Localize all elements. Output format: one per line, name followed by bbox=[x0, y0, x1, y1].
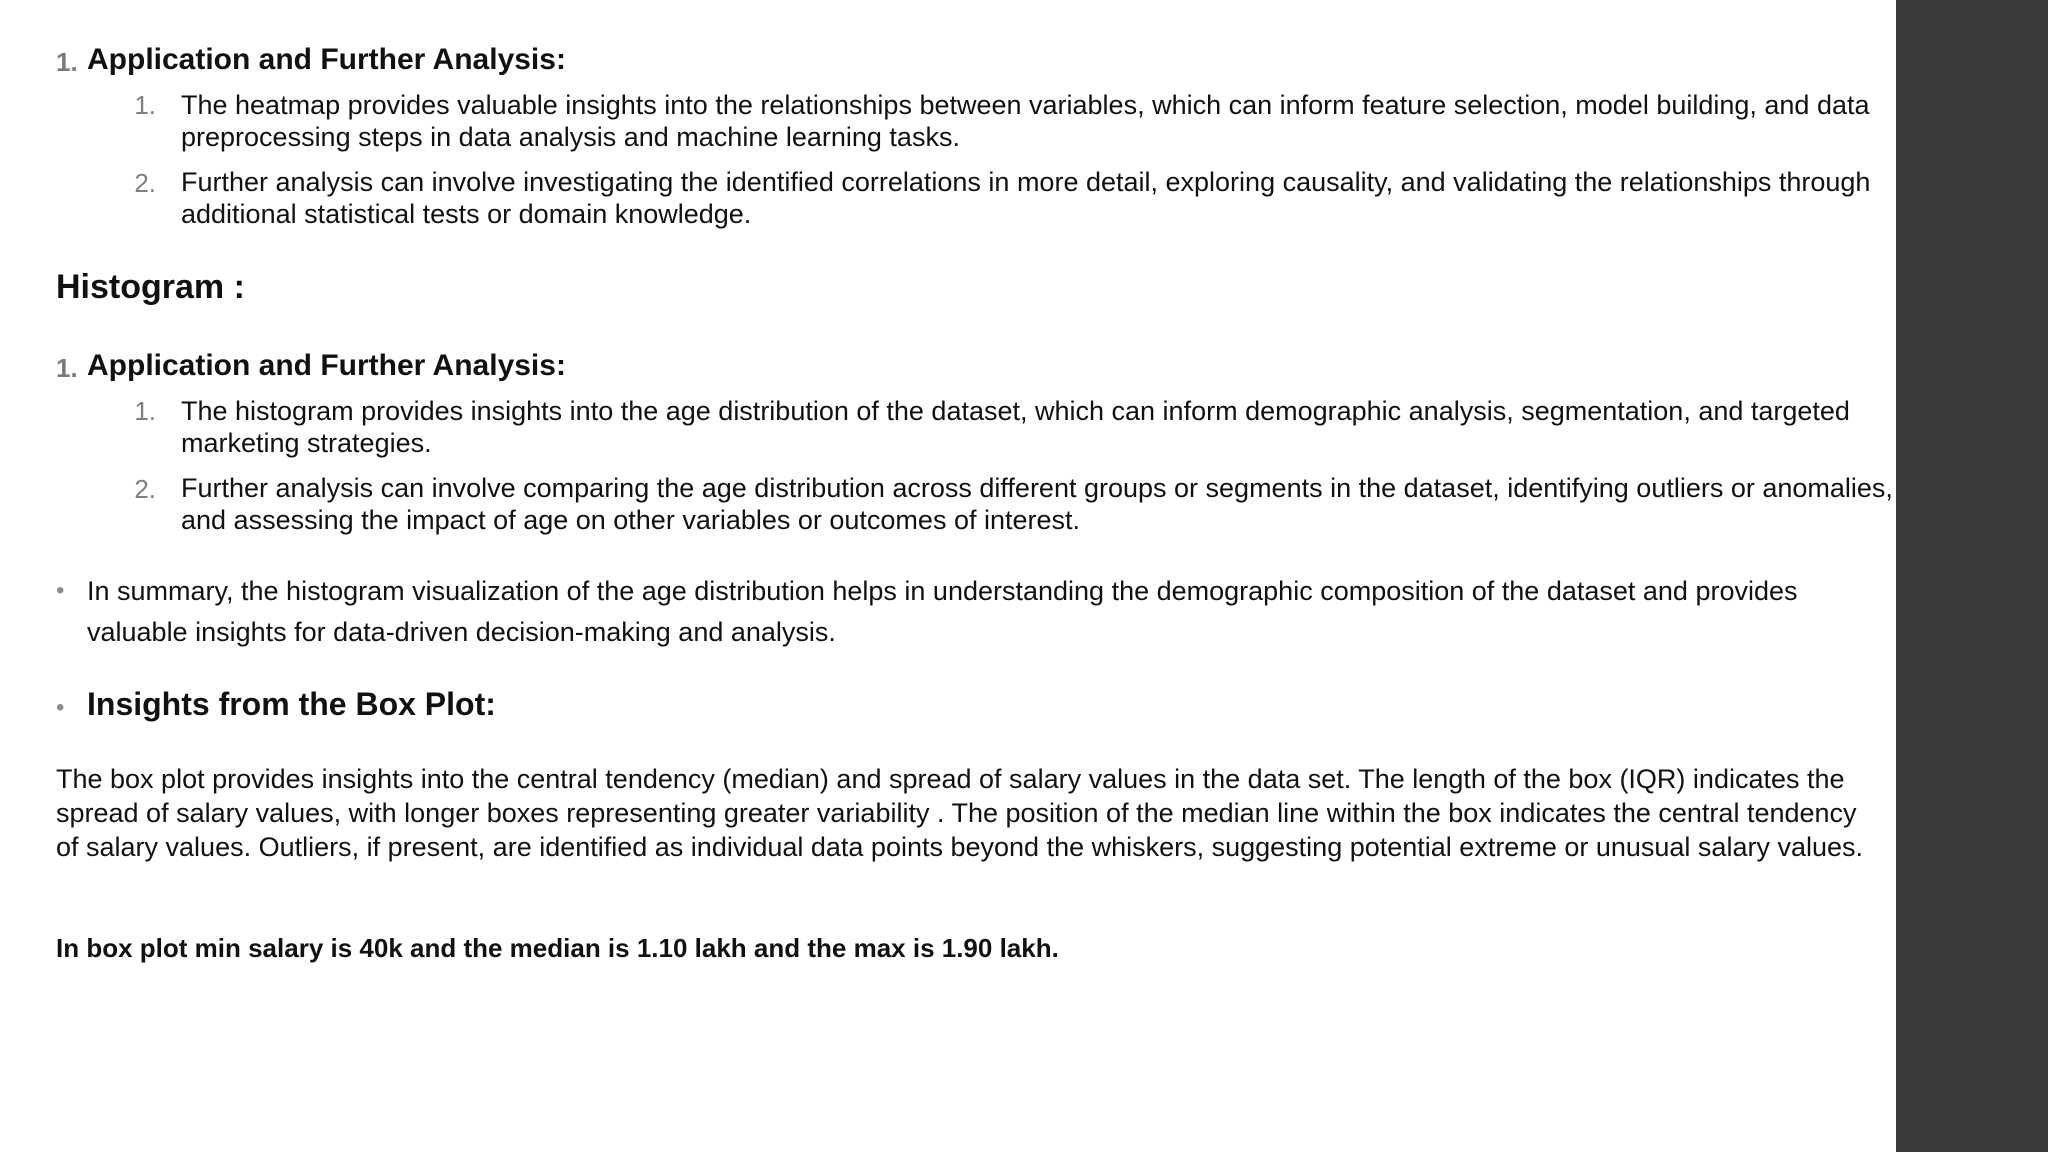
heatmap-heading: Application and Further Analysis: bbox=[87, 43, 566, 76]
heatmap-item-2: Further analysis can involve investigating the identified correlations in more detail, exploring causality, and validating the relationships through additional statistical tests or domain knowledge. bbox=[181, 167, 1871, 229]
boxplot-bullet-icon: • bbox=[56, 694, 65, 721]
heatmap-item-1: The heatmap provides valuable insights into the relationships between variables, which can inform feature selection, model building, and data preprocessing steps in data analysis and machine learning tasks. bbox=[181, 90, 1870, 152]
histogram-heading-number: 1. bbox=[56, 353, 78, 383]
histogram-summary: In summary, the histogram visualization of the age distribution helps in understanding the demographic composition of the dataset and provides valuable insights for data-driven decision-making and analysis. bbox=[87, 576, 1798, 647]
boxplot-heading: Insights from the Box Plot: bbox=[87, 686, 496, 722]
boxplot-conclusion: In box plot min salary is 40k and the median is 1.10 lakh and the max is 1.90 lakh. bbox=[56, 933, 1059, 963]
histogram-heading: Application and Further Analysis: bbox=[87, 349, 566, 382]
heatmap-item-1-number: 1. bbox=[134, 90, 156, 120]
heatmap-heading-number: 1. bbox=[56, 47, 78, 77]
boxplot-paragraph: The box plot provides insights into the central tendency (median) and spread of salary values in the data set. The length of the box (IQR) indicates the spread of salary values, with longer boxes representing greater variability . The position of the median line within the box indicates the central tendency of salary values. Outliers, if present, are identified as individual data points beyond the whiskers, suggesting potential extreme or unusual salary values. bbox=[56, 764, 1863, 862]
heatmap-item-2-number: 2. bbox=[134, 168, 156, 198]
summary-bullet-icon: • bbox=[56, 577, 65, 604]
histogram-item-1-number: 1. bbox=[134, 396, 156, 426]
histogram-title: Histogram : bbox=[56, 268, 245, 306]
right-sidebar-panel bbox=[1896, 0, 2048, 1152]
histogram-item-2: Further analysis can involve comparing the age distribution across different groups or segments in the dataset, identifying outliers or anomalies, and assessing the impact of age on other variables or outcomes of interest. bbox=[181, 473, 1893, 535]
histogram-item-1: The histogram provides insights into the age distribution of the dataset, which can inform demographic analysis, segmentation, and targeted marketing strategies. bbox=[181, 396, 1850, 458]
histogram-item-2-number: 2. bbox=[134, 474, 156, 504]
